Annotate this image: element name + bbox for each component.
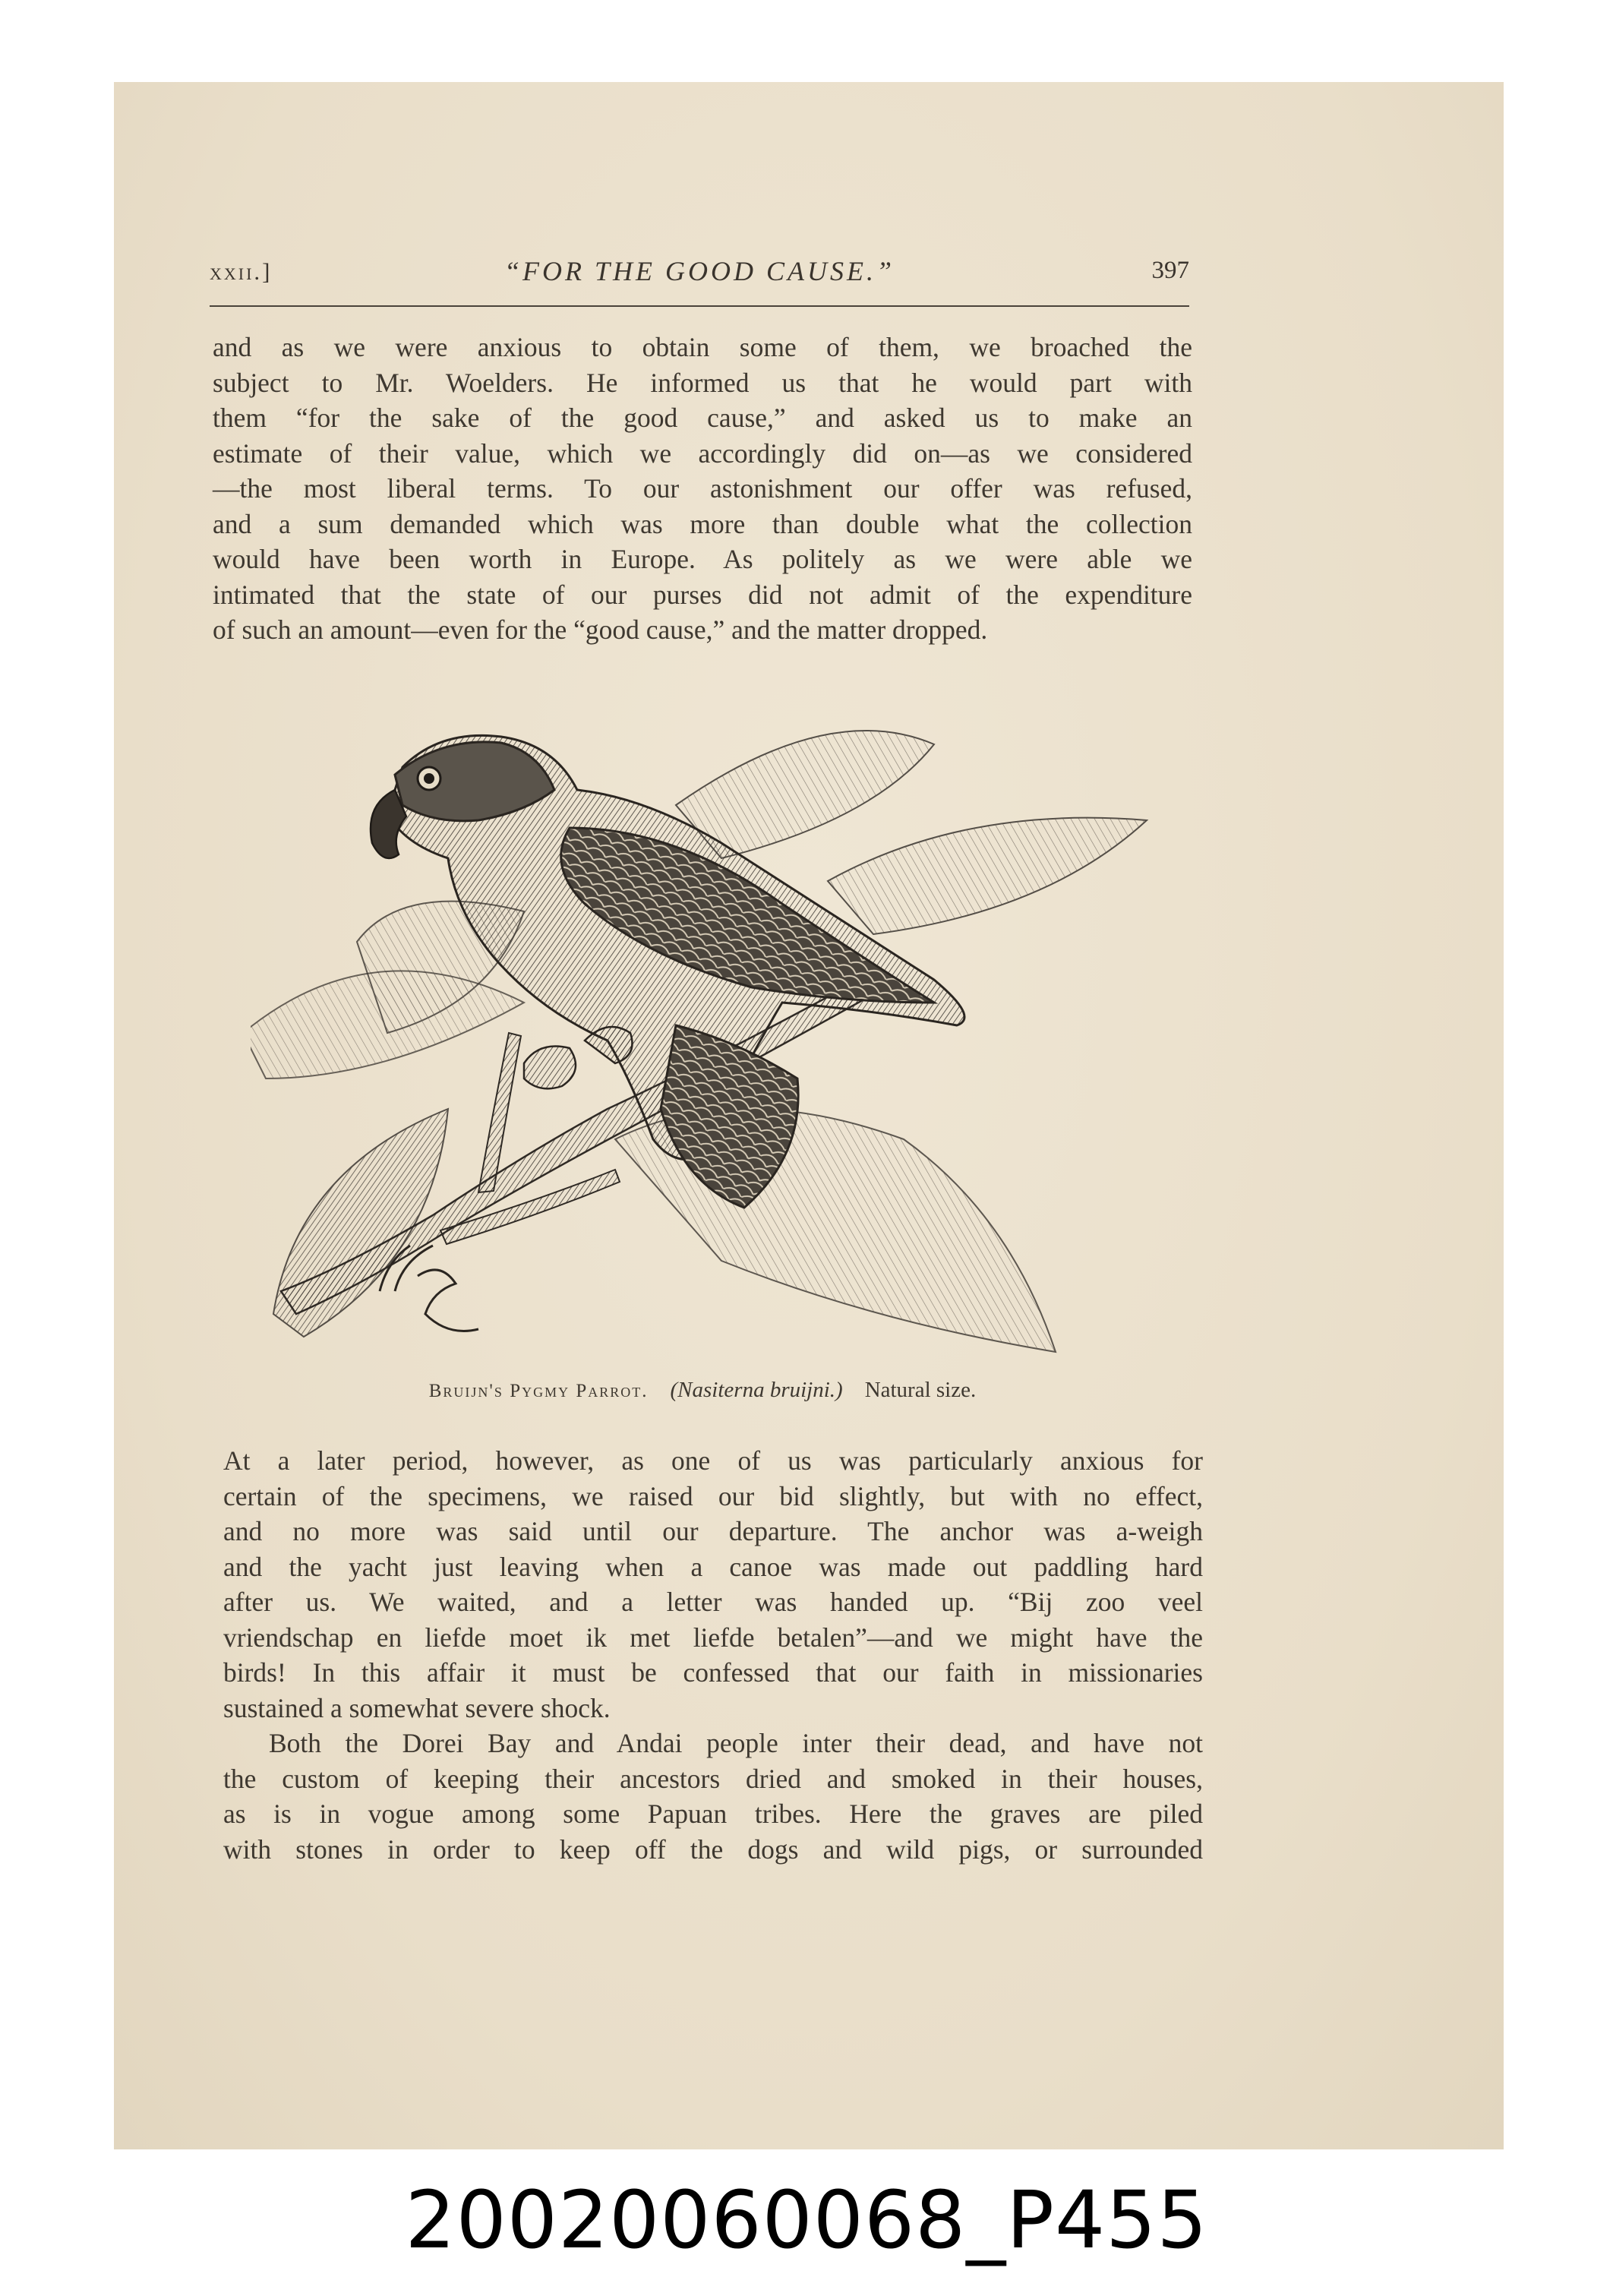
text-line: and as we were anxious to obtain some of them, we broached the [213,332,1192,362]
text-line: as is in vogue among some Papuan tribes. Here the graves are piled [223,1799,1203,1829]
running-title: “FOR THE GOOD CAUSE.” [503,256,895,286]
text-line: after us. We waited, and a letter was handed up. “Bij zoo veel [223,1587,1203,1617]
text-line: estimate of their value, which we accordingly did on—as we considered [213,437,1192,469]
text-line: the custom of keeping their ancestors dried and smoked in their houses, [223,1763,1203,1794]
text-line: and no more was said until our departure. The anchor was a-weigh [223,1516,1203,1546]
text-line: vriendschap en liefde moet ik met liefde betalen”—and we might have the [223,1622,1203,1653]
header-rule [210,305,1189,307]
caption-latin: (Nasiterna bruijni.) [670,1378,843,1402]
figure-caption [213,1378,1192,1403]
caption-species: Bruijn's Pygmy Parrot. [428,1381,649,1401]
page-number: 397 [1151,257,1189,284]
text-line: would have been worth in Europe. As politely as we were able we [213,544,1192,574]
text-line: certain of the specimens, we raised our bid slightly, but with no effect, [223,1480,1203,1511]
text-line: intimated that the state of our purses did not admit of the expenditure [213,579,1192,610]
paragraph-1 [213,330,1192,648]
text-line: with stones in order to keep off the dogs and wild pigs, or surrounded [223,1833,1203,1865]
text-line: and a sum demanded which was more than double what the collection [213,508,1192,539]
running-header [210,252,1189,295]
text-line: Both the Dorei Bay and Andai people inter their dead, and have not [269,1728,1203,1758]
text-line: At a later period, however, as one of us was particularly anxious for [223,1445,1203,1476]
text-line: birds! In this affair it must be confessed that our faith in missionaries [223,1657,1203,1688]
caption-size: Natural size. [864,1378,977,1402]
parrot-engraving [251,684,1162,1367]
paragraph-3 [223,1726,1203,1867]
text-line: them “for the sake of the good cause,” and asked us to make an [213,403,1192,433]
text-line: and the yacht just leaving when a canoe was made out paddling hard [223,1551,1203,1582]
text-line: subject to Mr. Woelders. He informed us that he would part with [213,367,1192,398]
chapter-marker: xxii.] [210,258,273,285]
text-line: —the most liberal terms. To our astonishment our offer was refused, [213,473,1192,504]
text-line: of such an amount—even for the “good cause,” and the matter dropped. [213,614,988,645]
image-identifier: 20020060068_P455 [405,2174,1208,2266]
paragraph-2 [223,1443,1203,1726]
text-line: sustained a somewhat severe shock. [223,1692,611,1723]
